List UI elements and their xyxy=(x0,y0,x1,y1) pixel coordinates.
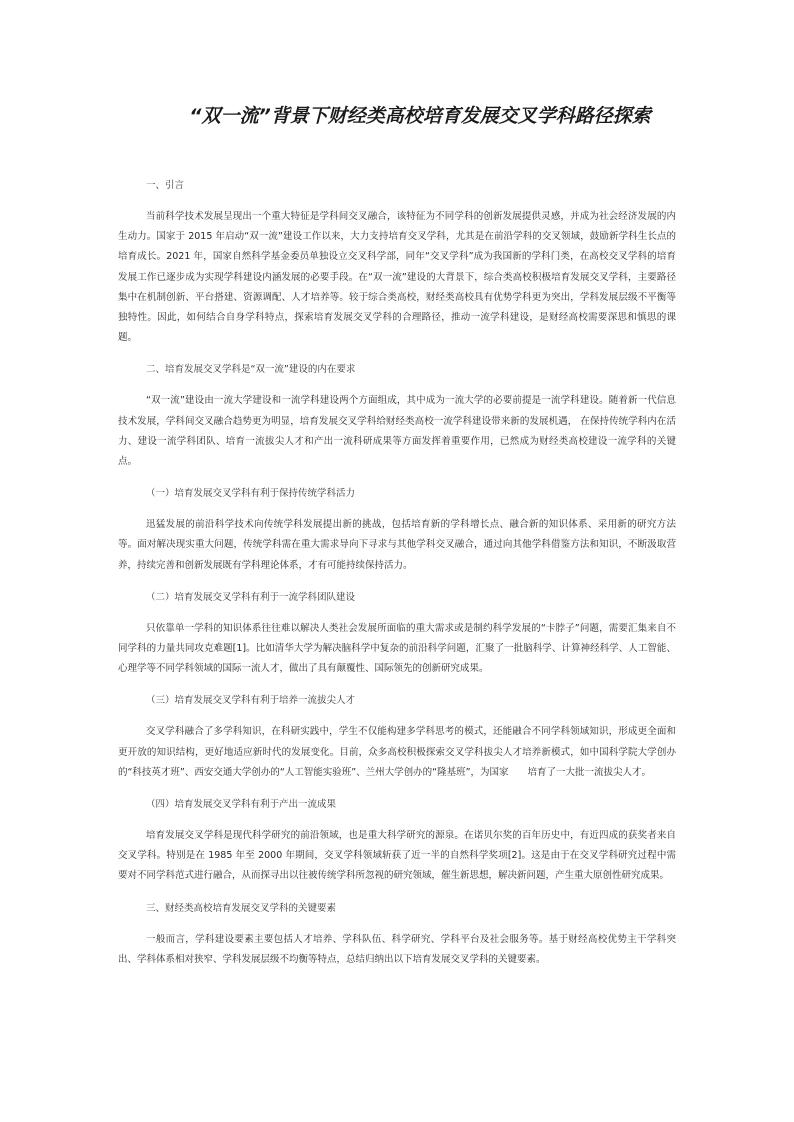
document-body xyxy=(118,176,676,982)
subsection-heading-3: （三）培育发展交叉学科有利于培养一流拔尖人才 xyxy=(146,695,356,707)
subsection-heading-2: （二）培育发展交叉学科有利于一流学科团队建设 xyxy=(146,591,356,603)
paragraph-subsection-2: 只依靠单一学科的知识体系往往难以解决人类社会发展所面临的重大需求或是制约科学发展的“卡脖子”问题，需要汇集来自不同学科的力量共同攻克难题[1]。比如清华大学为解决脑科学中复杂的前沿科学问题，汇聚了一批脑科学、计算神经科学、人工智能、心理学等不同学科领域的国际一流人才，做出了具有颠覆性、国际领先的创新研究成果。 xyxy=(118,622,676,675)
paragraph-subsection-4: 培育发展交叉学科是现代科学研究的前沿领域，也是重大科学研究的源泉。在诺贝尔奖的百年历史中，有近四成的获奖者来自交叉学科。特别是在 1985 年至 2000 年期间，交叉学科领域斩获了近一半的自然科学奖项[2]。这是由于在交叉学科研究过程中需要对不同学科范式进行融合，从而探寻出以往被传统学科所忽视的研究领域，催生新思想，解决新问题，产生重大原创性研究成果。 xyxy=(118,830,676,882)
document-title: “双一流”背景下财经类高校培育发展交叉学科路径探索 xyxy=(189,105,651,127)
paragraph-section-2: “双一流”建设由一流大学建设和一流学科建设两个方面组成，其中成为一流大学的必要前提是一流学科建设。随着新一代信息技术发展，学科间交叉融合趋势更为明显，培育发展交叉学科给财经类高校一流学科建设带来新的发展机遇， 在保持传统学科内在活力、建设一流学科团队、培育一流拔尖人才和产出一流科研成果等方面发挥着重要作用，已然成为财经类高校建设一流学科的关键点。 xyxy=(118,395,676,468)
paragraph-subsection-1: 迅猛发展的前沿科学技术向传统学科发展提出新的挑战，包括培育新的学科增长点、融合新的知识体系、采用新的研究方法等。面对解决现实重大问题，传统学科需在重大需求导向下寻求与其他学科交叉融合，通过向其他学科借鉴方法和知识，不断汲取营养，持续完善和创新发展既有学科理论体系，才有可能持续保持活力。 xyxy=(118,519,676,571)
paragraph-introduction: 当前科学技术发展呈现出一个重大特征是学科间交叉融合，该特征为不同学科的创新发展提供灵感，并成为社会经济发展的内生动力。国家于 2015 年启动“双一流”建设工作以来，大力支持培育交叉学科，尤其是在前沿学科的交叉领域，鼓励新学科生长点的培育成长。2021 年，国家自然科学基金委员单独设立交叉科学部，同年“交叉学科”成为我国新的学科门类，在高校交叉学科的培育发展工作已逐步成为实现学科建设内涵发展的必要手段。在“双一流”建设的大背景下，综合类高校积极培育发展交叉学科，主要路径集中在机制创新、平台搭建、资源调配、人才培养等。较于综合类高校，财经类高校具有优势学科更为突出，学科发展层级不平衡等独特性。因此，如何结合自身学科特点，探索培育发展交叉学科的合理路径，推动一流学科建设，是财经高校需要深思和慎思的课题。 xyxy=(118,211,676,344)
subsection-heading-1: （一）培育发展交叉学科有利于保持传统学科活力 xyxy=(146,488,356,500)
section-heading-2: 二、培育发展交叉学科是“双一流”建设的内在要求 xyxy=(146,364,356,376)
subsection-heading-4: （四）培育发展交叉学科有利于产出一流成果 xyxy=(146,799,337,811)
paragraph-subsection-3: 交叉学科融合了多学科知识，在科研实践中，学生不仅能构建多学科思考的模式，还能融合不同学科领域知识，形成更全面和更开放的知识结构，更好地适应新时代的发展变化。目前，众多高校积极探索交叉学科拔尖人才培养新模式，如中国科学院大学创办的“科技英才班”、西安交通大学创办的“人工智能实验班”、兰州大学创办的“隆基班”，为国家 培育了一大批一流拔尖人才。 xyxy=(118,726,676,778)
section-heading-introduction: 一、引言 xyxy=(146,180,185,191)
paragraph-section-3: 一般而言，学科建设要素主要包括人才培养、学科队伍、科学研究、学科平台及社会服务等。基于财经高校优势主干学科突出、学科体系相对狭窄、学科发展层级不均衡等特点，总结归纳出以下培育发展交叉学科的关键要素。 xyxy=(118,933,676,965)
section-heading-3: 三、财经类高校培育发展交叉学科的关键要素 xyxy=(146,902,337,914)
